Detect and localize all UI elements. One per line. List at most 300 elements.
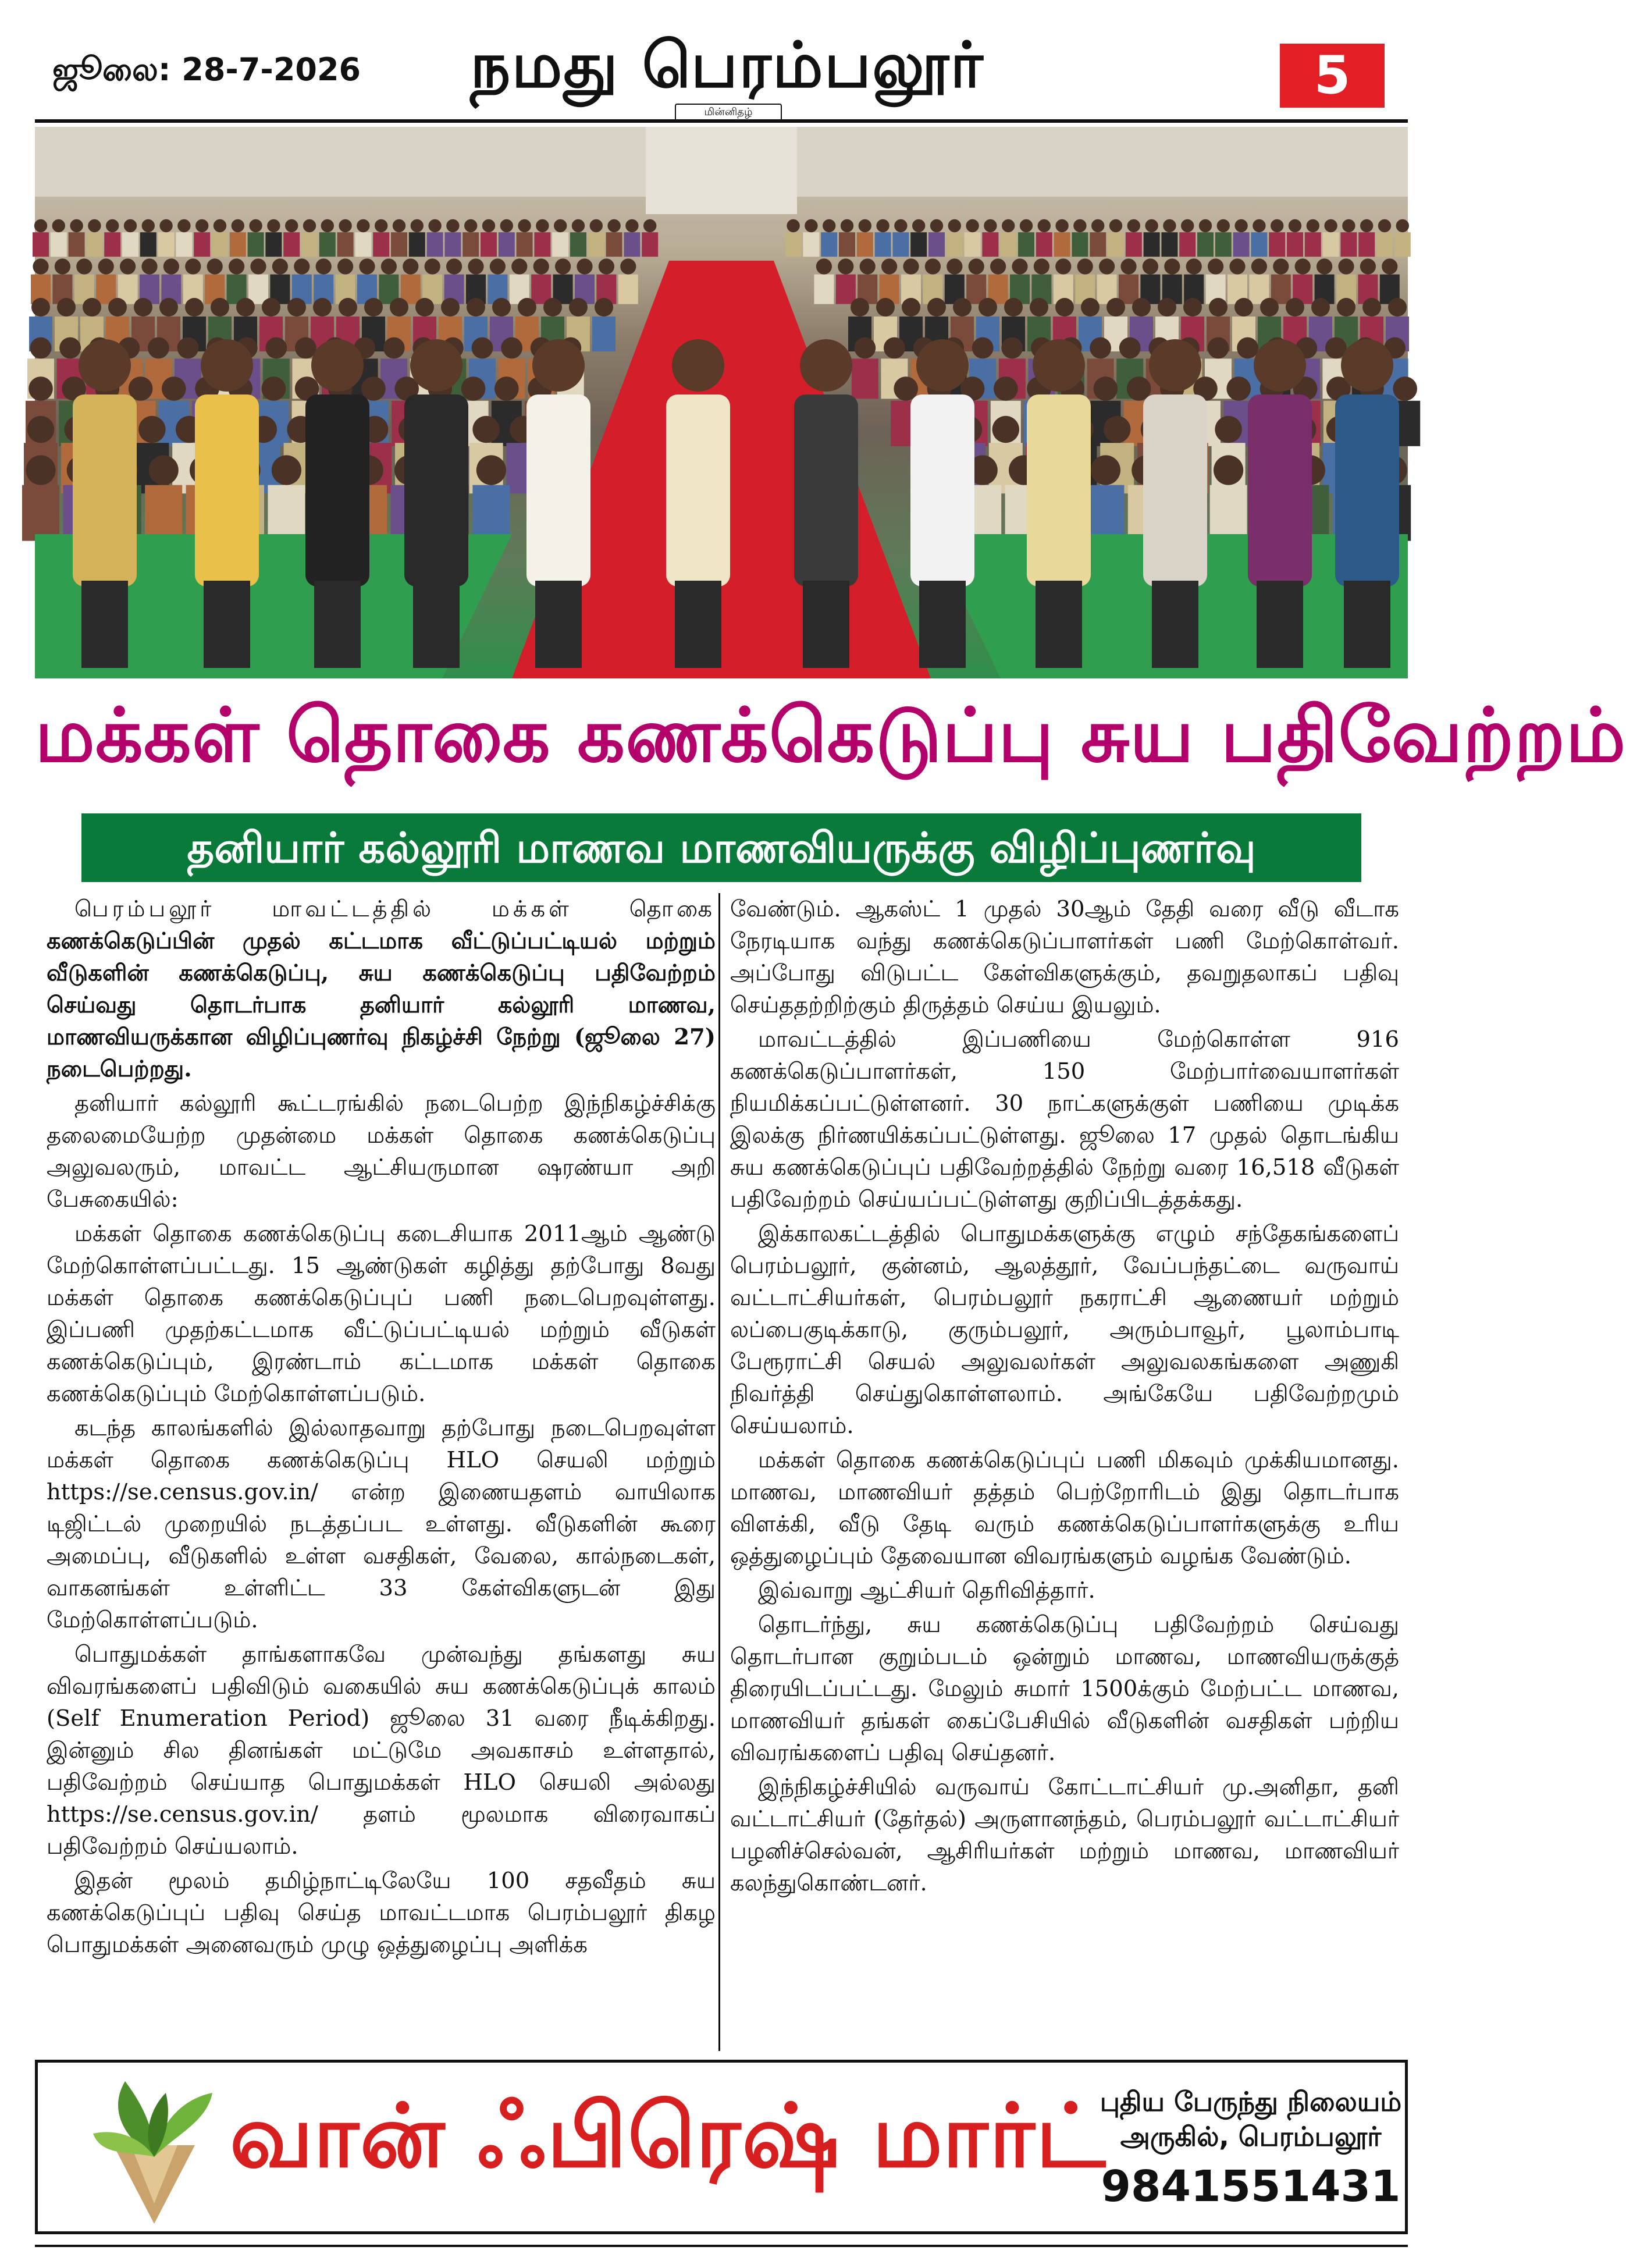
crowd-figure-head bbox=[1260, 298, 1279, 317]
crowd-figure-body bbox=[857, 232, 873, 257]
crowd-figure-head bbox=[1289, 219, 1301, 232]
crowd-figure-head bbox=[138, 416, 165, 443]
crowd-figure-body bbox=[1215, 232, 1232, 257]
crowd-figure-body bbox=[158, 232, 175, 257]
crowd-figure-body bbox=[839, 232, 855, 257]
article-paragraph: பொதுமக்கள் தாங்களாகவே முன்வந்து தங்களது சுய விவரங்களைப் பதிவிடும் வகையில் சுய கணக்கெடுப்புக் காலம் (Self Enumeration Period) ஜூலை 31 வரை நீடிக்கிறது. இன்னும் சில தினங்கள் மட்டுமே அவகாசம் உள்ளதால், பதிவேற்றம் செய்யாத பொதுமக்கள் HLO செயலி அல்லது https://se.census.gov.in/ தளம் மூலமாக விரைவாகப் பதிவேற்றம் செய்யலாம். bbox=[47, 1641, 716, 1860]
crowd-figure-head bbox=[1217, 219, 1230, 232]
article-paragraph: வேண்டும். ஆகஸ்ட் 1 முதல் 30ஆம் தேதி வரை வீடு வீடாக நேரடியாக வந்து கணக்கெடுப்பாளர்கள் பணி மேற்கொள்வர். அப்போது விடுபட்ட கேள்விகளுக்கும், தவறுதலாகப் பதிவு செய்ததற்றிற்கும் திருத்தம் செய்ய இயலும். bbox=[730, 896, 1399, 1018]
store-phone: 9841551431 bbox=[1101, 2162, 1401, 2212]
crowd-figure-head bbox=[124, 219, 137, 232]
crowd-figure-head bbox=[1120, 258, 1136, 274]
attendee-figure-legs bbox=[803, 581, 849, 668]
crowd-figure-head bbox=[1186, 258, 1202, 274]
attendee-figure-head bbox=[1254, 339, 1306, 392]
article-paragraph: மாவட்டத்தில் இப்பணியை மேற்கொள்ள 916 கணக்கெடுப்பாளர்கள், 150 மேற்பார்வையாளர்கள் நியமிக்கப்பட்டுள்ளனர். 30 நாட்களுக்குள் பணியை முடிக்க இலக்கு நிர்ணயிக்கப்பட்டுள்ளது. ஜூலை 17 முதல் தொடங்கிய சுய கணக்கெடுப்புப் பதிவேற்றத்தில் நேற்று வரை 16,518 வீடுகள் பதிவேற்றம் செய்யப்பட்டுள்ளது குறிப்பிடத்தக்கது. bbox=[730, 1026, 1399, 1213]
crowd-figure-head bbox=[1229, 258, 1245, 274]
crowd-figure-head bbox=[267, 219, 280, 232]
article-column-left bbox=[47, 893, 716, 1963]
crowd-figure-body bbox=[1072, 232, 1088, 257]
crowd-figure-body bbox=[592, 317, 615, 351]
crowd-figure-head bbox=[1091, 455, 1120, 485]
crowd-figure-head bbox=[969, 258, 984, 274]
crowd-figure-head bbox=[881, 258, 897, 274]
attendee-figure-head bbox=[79, 339, 131, 392]
group-photo-icon bbox=[35, 127, 1408, 678]
crowd-figure-body bbox=[1054, 232, 1070, 257]
crowd-figure-head bbox=[816, 258, 832, 274]
crowd-figure-head bbox=[337, 258, 353, 274]
crowd-figure-head bbox=[1378, 219, 1391, 232]
crowd-figure-head bbox=[149, 455, 179, 485]
crowd-figure-head bbox=[159, 298, 178, 317]
crowd-figure-head bbox=[1038, 219, 1051, 232]
crowd-figure-head bbox=[411, 219, 424, 232]
crowd-figure-body bbox=[444, 232, 461, 257]
crowd-figure-body bbox=[33, 232, 49, 257]
crowd-figure-head bbox=[265, 337, 287, 359]
crowd-figure-head bbox=[1209, 298, 1227, 317]
crowd-figure-head bbox=[577, 258, 592, 274]
store-location-line2: அருகில், பெரம்பலூர் bbox=[1120, 2121, 1382, 2152]
crowd-figure-head bbox=[1055, 219, 1068, 232]
crowd-figure-body bbox=[268, 485, 305, 541]
crowd-figure-body bbox=[982, 232, 998, 257]
crowd-figure-body bbox=[1119, 275, 1138, 304]
crowd-figure-head bbox=[272, 455, 301, 485]
crowd-figure-head bbox=[1164, 258, 1180, 274]
crowd-figure-head bbox=[1342, 219, 1355, 232]
crowd-figure-head bbox=[1104, 416, 1130, 443]
crowd-figure-body bbox=[283, 232, 300, 257]
crowd-figure-head bbox=[461, 376, 486, 401]
crowd-figure-body bbox=[409, 232, 425, 257]
crowd-figure-body bbox=[852, 358, 878, 399]
crowd-figure-head bbox=[1253, 219, 1265, 232]
crowd-figure-body bbox=[373, 232, 389, 257]
crowd-figure-body bbox=[1358, 232, 1375, 257]
attendee-figure-head bbox=[410, 339, 462, 392]
crowd-figure-head bbox=[98, 258, 114, 274]
crowd-figure-head bbox=[518, 298, 536, 317]
crowd-figure-head bbox=[1273, 258, 1289, 274]
crowd-figure-head bbox=[1034, 258, 1049, 274]
crowd-figure-head bbox=[1055, 258, 1071, 274]
crowd-figure-head bbox=[1295, 258, 1311, 274]
crowd-figure-body bbox=[618, 275, 638, 304]
crowd-figure-head bbox=[1307, 219, 1319, 232]
crowd-figure-head bbox=[359, 258, 375, 274]
article-paragraph bbox=[47, 893, 716, 1085]
crowd-figure-body bbox=[1323, 232, 1339, 257]
attendee-figure-head bbox=[800, 339, 852, 392]
crowd-figure-head bbox=[533, 258, 549, 274]
crowd-figure-head bbox=[464, 219, 477, 232]
crowd-figure-head bbox=[294, 258, 309, 274]
attendee-figure-legs bbox=[413, 581, 460, 668]
article-paragraph: இக்காலகட்டத்தில் பொதுமக்களுக்கு எழும் சந்தேகங்களைப் பெரம்பலூர், குன்னம், ஆலத்தூர், வேப்பந்தட்டை வருவாய் வட்டாட்சியர்கள், பெரம்பலூர் நகராட்சி ஆணையர் மற்றும் லப்பைகுடிக்காடு, குரும்பலூர், அரும்பாவூர், பூலாம்பாடி பேரூராட்சி செயல் அலுவலர்கள் அலுவலகங்களை அணுகி நிவர்த்தி செய்துகொள்ளலாம். அங்கேயே பதிவேற்றமும் செய்யலாம். bbox=[730, 1221, 1399, 1439]
crowd-figure-head bbox=[1286, 298, 1304, 317]
masthead bbox=[0, 0, 1443, 116]
attendee-figure-body bbox=[1027, 394, 1091, 586]
attendee-figure-body bbox=[794, 394, 858, 586]
crowd-figure-head bbox=[841, 219, 853, 232]
attendee-figure-body bbox=[526, 394, 590, 586]
crowd-figure-head bbox=[185, 298, 204, 317]
crowd-figure-head bbox=[554, 219, 567, 232]
crowd-figure-body bbox=[928, 232, 945, 257]
attendee-figure-body bbox=[195, 394, 259, 586]
crowd-figure-body bbox=[176, 232, 192, 257]
crowd-figure-body bbox=[1376, 232, 1393, 257]
issue-date: ஜூலை: 28-7-2026 bbox=[52, 51, 361, 88]
crowd-figure-head bbox=[1214, 455, 1243, 485]
article-paragraph: கடந்த காலங்களில் இல்லாதவாறு தற்போது நடைபெறவுள்ள மக்கள் தொகை கணக்கெடுப்பு HLO செயலி மற்றும் https://se.census.gov.in/ என்ற இணையதளம் வாயிலாக டிஜிட்டல் முறையில் நடத்தப்பட உள்ளது. வீடுகளின் கூரை அமைப்பு, வீடுகளில் உள்ள வசதிகள், வேலை, கால்நடைகள், வாகனங்கள் உள்ளிட்ட 33 கேள்விகளுடன் இது மேற்கொள்ளப்படும். bbox=[47, 1415, 716, 1633]
crowd-figure-head bbox=[27, 416, 54, 443]
crowd-figure-head bbox=[876, 219, 889, 232]
crowd-figure-body bbox=[1269, 232, 1285, 257]
crowd-figure-body bbox=[1036, 232, 1052, 257]
crowd-figure-body bbox=[910, 232, 927, 257]
crowd-figure-head bbox=[1106, 298, 1125, 317]
crowd-figure-head bbox=[229, 258, 244, 274]
crowd-figure-body bbox=[803, 232, 819, 257]
crowd-figure-head bbox=[569, 298, 588, 317]
crowd-figure-head bbox=[211, 298, 229, 317]
crowd-figure-head bbox=[375, 219, 387, 232]
column-divider bbox=[718, 893, 720, 2051]
crowd-figure-body bbox=[785, 232, 802, 257]
crowd-figure-head bbox=[590, 219, 603, 232]
crowd-figure-head bbox=[31, 298, 50, 317]
crowd-figure-head bbox=[1001, 337, 1023, 359]
crowd-figure-head bbox=[59, 337, 81, 359]
crowd-figure-head bbox=[1094, 376, 1118, 401]
crowd-figure-head bbox=[838, 258, 853, 274]
crowd-figure-body bbox=[122, 232, 138, 257]
crowd-figure-head bbox=[992, 416, 1019, 443]
crowd-figure-head bbox=[1109, 219, 1122, 232]
crowd-figure-head bbox=[599, 258, 614, 274]
crowd-figure-body bbox=[355, 232, 371, 257]
crowd-figure-head bbox=[250, 258, 266, 274]
crowd-figure-body bbox=[552, 232, 568, 257]
newspaper-title: நமது பெரம்பலூர் bbox=[470, 29, 984, 102]
crowd-figure-body bbox=[51, 232, 67, 257]
crowd-figure-body bbox=[1161, 232, 1177, 257]
crowd-figure-head bbox=[1127, 219, 1140, 232]
crowd-figure-body bbox=[1018, 232, 1034, 257]
crowd-figure-head bbox=[1030, 298, 1048, 317]
leaf-sprout-logo-icon bbox=[90, 2070, 218, 2227]
crowd-figure-head bbox=[482, 219, 495, 232]
crowd-figure-body bbox=[534, 232, 550, 257]
crowd-figure-head bbox=[76, 258, 92, 274]
crowd-figure-head bbox=[1362, 298, 1381, 317]
crowd-figure-body bbox=[1233, 232, 1250, 257]
crowd-figure-head bbox=[1183, 298, 1202, 317]
crowd-figure-head bbox=[159, 219, 172, 232]
crowd-figure-head bbox=[29, 376, 53, 401]
crowd-figure-body bbox=[499, 232, 515, 257]
crowd-figure-head bbox=[207, 258, 223, 274]
crowd-figure-head bbox=[390, 298, 408, 317]
crowd-figure-body bbox=[230, 232, 246, 257]
crowd-figure-head bbox=[446, 258, 462, 274]
article-paragraph: இதன் மூலம் தமிழ்நாட்டிலேயே 100 சதவீதம் சுய கணக்கெடுப்புப் பதிவு செய்த மாவட்டமாக பெரம்பலூர் திகழ பொதுமக்கள் அனைவரும் முழு ஒத்துழைப்பு அளிக்க bbox=[47, 1868, 716, 1958]
crowd-figure-head bbox=[468, 258, 483, 274]
attendee-figure-body bbox=[1248, 394, 1312, 586]
attendee-figure-legs bbox=[919, 581, 966, 668]
crowd-figure-head bbox=[851, 298, 869, 317]
crowd-figure-head bbox=[536, 219, 549, 232]
crowd-figure-head bbox=[859, 219, 871, 232]
crowd-figure-head bbox=[249, 219, 262, 232]
attendee-figure-head bbox=[201, 339, 253, 392]
crowd-figure-head bbox=[321, 219, 334, 232]
attendee-figure-head bbox=[532, 339, 585, 392]
crowd-figure-head bbox=[163, 258, 179, 274]
crowd-figure-head bbox=[1081, 298, 1100, 317]
crowd-figure-head bbox=[1181, 219, 1194, 232]
article-lead-text: கணக்கெடுப்பின் முதல் கட்டமாக வீட்டுப்பட்டியல் மற்றும் வீடுகளின் கணக்கெடுப்பு, சுய கணக்கெடுப்பு பதிவேற்றம் செய்வது தொடர்பாக தனியார் கல்லூரி மாணவ, மாணவியருக்கான விழிப்புணர்வு நிகழ்ச்சி நேற்று (ஜூலை 27) நடைபெற்றது. bbox=[47, 928, 716, 1082]
store-location-line1: புதிய பேருந்து நிலையம் bbox=[1100, 2086, 1402, 2117]
crowd-figure-head bbox=[339, 298, 357, 317]
crowd-figure-body bbox=[140, 232, 156, 257]
crowd-figure-head bbox=[948, 219, 961, 232]
crowd-figure-head bbox=[894, 219, 907, 232]
crowd-figure-head bbox=[1158, 298, 1176, 317]
crowd-figure-head bbox=[1143, 258, 1158, 274]
crowd-figure-head bbox=[34, 219, 47, 232]
crowd-figure-body bbox=[69, 232, 85, 257]
crowd-figure-body bbox=[624, 232, 640, 257]
crowd-figure-head bbox=[70, 219, 83, 232]
crowd-figure-body bbox=[892, 232, 909, 257]
crowd-figure-head bbox=[1317, 258, 1332, 274]
crowd-figure-body bbox=[965, 232, 981, 257]
crowd-figure-body bbox=[875, 232, 891, 257]
advertisement bbox=[35, 2060, 1408, 2234]
crowd-figure-head bbox=[357, 219, 369, 232]
crowd-figure-head bbox=[108, 298, 127, 317]
attendee-figure-legs bbox=[535, 581, 582, 668]
crowd-figure-head bbox=[52, 219, 65, 232]
attendee-figure-head bbox=[1033, 339, 1085, 392]
crowd-figure-head bbox=[884, 337, 905, 359]
crowd-figure-head bbox=[1226, 376, 1251, 401]
article-column-right bbox=[730, 893, 1399, 1901]
crowd-figure-body bbox=[472, 485, 510, 541]
crowd-figure-head bbox=[476, 455, 506, 485]
crowd-figure-body bbox=[104, 232, 120, 257]
crowd-figure-body bbox=[1087, 485, 1124, 541]
crowd-figure-head bbox=[30, 337, 52, 359]
attendee-figure-legs bbox=[1257, 581, 1303, 668]
crowd-figure-body bbox=[248, 232, 264, 257]
crowd-figure-head bbox=[1132, 298, 1151, 317]
crowd-figure-body bbox=[1210, 485, 1247, 541]
attendee-figure-legs bbox=[1036, 581, 1082, 668]
crowd-figure-head bbox=[425, 258, 440, 274]
crowd-figure-head bbox=[177, 337, 199, 359]
crowd-figure-head bbox=[607, 219, 620, 232]
attendee-figure-legs bbox=[675, 581, 721, 668]
attendee-figure-body bbox=[1143, 394, 1207, 586]
crowd-figure-head bbox=[262, 376, 286, 401]
crowd-figure-head bbox=[1208, 258, 1223, 274]
crowd-figure-head bbox=[393, 219, 405, 232]
article-body bbox=[35, 893, 1408, 2051]
attendee-figure-head bbox=[1341, 339, 1393, 392]
article-lead-words: பெரம்பலூர் மாவட்டத்தில் மக்கள் தொகை bbox=[74, 896, 716, 922]
attendee-figure-body bbox=[73, 394, 137, 586]
crowd-figure-body bbox=[642, 232, 658, 257]
crowd-figure-head bbox=[339, 219, 351, 232]
article-paragraph: தனியார் கல்லூரி கூட்டரங்கில் நடைபெற்ற இந்நிகழ்ச்சிக்கு தலைமையேற்ற முதன்மை மக்கள் தொகை கணக்கெடுப்பு அலுவலரும், மாவட்ட ஆட்சியருமான ஷரண்யா அறி பேசுகையில்: bbox=[47, 1090, 716, 1213]
attendee-figure-legs bbox=[1344, 581, 1390, 668]
crowd-figure-head bbox=[1145, 219, 1158, 232]
crowd-figure-head bbox=[134, 298, 152, 317]
crowd-figure-head bbox=[141, 258, 157, 274]
crowd-figure-head bbox=[595, 298, 613, 317]
crowd-figure-head bbox=[142, 219, 155, 232]
attendee-figure-head bbox=[1149, 339, 1201, 392]
crowd-figure-head bbox=[805, 219, 817, 232]
crowd-figure-head bbox=[555, 258, 571, 274]
crowd-figure-head bbox=[1055, 298, 1074, 317]
crowd-figure-head bbox=[543, 298, 562, 317]
crowd-figure-body bbox=[481, 232, 497, 257]
crowd-figure-head bbox=[1119, 337, 1141, 359]
crowd-figure-head bbox=[1234, 219, 1247, 232]
crowd-figure-head bbox=[106, 219, 119, 232]
attendee-figure-legs bbox=[1152, 581, 1198, 668]
crowd-figure-head bbox=[1388, 298, 1407, 317]
attendee-figure-body bbox=[305, 394, 369, 586]
crowd-figure-head bbox=[1234, 298, 1253, 317]
crowd-figure-head bbox=[1337, 298, 1355, 317]
crowd-figure-head bbox=[262, 298, 280, 317]
crowd-figure-head bbox=[572, 219, 585, 232]
crowd-figure-head bbox=[428, 219, 441, 232]
crowd-figure-head bbox=[501, 337, 522, 359]
crowd-figure-head bbox=[1393, 376, 1417, 401]
crowd-figure-head bbox=[120, 258, 136, 274]
crowd-figure-body bbox=[1287, 232, 1303, 257]
crowd-figure-head bbox=[1012, 258, 1027, 274]
crowd-figure-body bbox=[1340, 232, 1357, 257]
crowd-figure-head bbox=[1360, 258, 1376, 274]
crowd-figure-head bbox=[57, 298, 76, 317]
crowd-figure-head bbox=[383, 337, 405, 359]
crowd-figure-body bbox=[836, 275, 856, 304]
crowd-figure-body bbox=[1305, 232, 1321, 257]
crowd-figure-head bbox=[285, 219, 298, 232]
crowd-figure-body bbox=[194, 232, 210, 257]
attendee-figure-head bbox=[916, 339, 969, 392]
crowd-figure-body bbox=[1126, 232, 1142, 257]
crowd-figure-head bbox=[1311, 298, 1330, 317]
crowd-figure-head bbox=[287, 298, 306, 317]
crowd-figure-head bbox=[511, 258, 527, 274]
crowd-figure-head bbox=[787, 219, 799, 232]
crowd-figure-head bbox=[55, 258, 70, 274]
edition-tag: மின்னிதழ் bbox=[675, 104, 782, 121]
store-name: வான் ஃபிரெஷ் மார்ட் bbox=[230, 2086, 1107, 2187]
crowd-figure-head bbox=[500, 219, 513, 232]
crowd-figure-head bbox=[467, 298, 485, 317]
article-paragraph: இவ்வாறு ஆட்சியர் தெரிவித்தார். bbox=[758, 1577, 1095, 1604]
crowd-figure-head bbox=[966, 219, 979, 232]
crowd-figure-head bbox=[1163, 219, 1176, 232]
attendee-figure-legs bbox=[314, 581, 361, 668]
crowd-figure-head bbox=[1099, 258, 1115, 274]
crowd-figure-head bbox=[979, 298, 997, 317]
crowd-figure-head bbox=[1020, 219, 1033, 232]
crowd-figure-head bbox=[1199, 219, 1212, 232]
article-paragraph: இந்நிகழ்ச்சியில் வருவாய் கோட்டாட்சியர் மு.அனிதா, தனி வட்டாட்சியர் (தேர்தல்) அருளானந்தம், பெரம்பலூர் வட்டாட்சியர் பழனிச்செல்வன், ஆசிரியர்கள் மற்றும் மாணவ, மாணவியர் கலந்துகொண்டனர். bbox=[730, 1774, 1399, 1896]
crowd-figure-head bbox=[625, 219, 638, 232]
crowd-figure-head bbox=[930, 219, 943, 232]
crowd-figure-head bbox=[1324, 219, 1337, 232]
crowd-figure-head bbox=[620, 258, 636, 274]
crowd-figure-body bbox=[265, 232, 282, 257]
crowd-figure-body bbox=[427, 232, 443, 257]
crowd-figure-head bbox=[1396, 219, 1409, 232]
crowd-figure-head bbox=[415, 298, 434, 317]
crowd-figure-body bbox=[145, 485, 182, 541]
crowd-figure-head bbox=[441, 298, 460, 317]
crowd-figure-body bbox=[1144, 232, 1160, 257]
crowd-figure-head bbox=[83, 298, 101, 317]
crowd-figure-body bbox=[462, 232, 479, 257]
attendee-figure-body bbox=[666, 394, 730, 586]
crowd-figure-head bbox=[316, 258, 332, 274]
crowd-figure-body bbox=[588, 232, 604, 257]
crowd-figure-head bbox=[381, 258, 397, 274]
crowd-figure-head bbox=[232, 219, 244, 232]
crowd-figure-head bbox=[214, 219, 226, 232]
crowd-figure-body bbox=[947, 232, 963, 257]
crowd-figure-head bbox=[1237, 337, 1258, 359]
crowd-figure-head bbox=[1338, 258, 1354, 274]
crowd-figure-head bbox=[1382, 258, 1397, 274]
crowd-figure-head bbox=[953, 298, 972, 317]
crowd-figure-head bbox=[195, 219, 208, 232]
crowd-figure-head bbox=[1208, 337, 1229, 359]
crowd-figure-head bbox=[912, 219, 925, 232]
crowd-figure-head bbox=[984, 219, 997, 232]
top-rule bbox=[35, 119, 1408, 123]
crowd-figure-head bbox=[272, 258, 288, 274]
crowd-figure-body bbox=[248, 275, 268, 304]
attendee-figure-body bbox=[910, 394, 974, 586]
crowd-figure-body bbox=[517, 232, 533, 257]
attendee-figure-head bbox=[311, 339, 364, 392]
subheadline: தனியார் கல்லூரி மாணவ மாணவியருக்கு விழிப்புணர்வு bbox=[81, 813, 1361, 882]
crowd-figure-head bbox=[947, 258, 962, 274]
crowd-figure-head bbox=[148, 337, 169, 359]
crowd-figure-head bbox=[295, 337, 316, 359]
attendee-figure-head bbox=[672, 339, 724, 392]
crowd-figure-body bbox=[86, 232, 102, 257]
crowd-figure-head bbox=[26, 455, 55, 485]
crowd-figure-body bbox=[1090, 232, 1106, 257]
crowd-figure-head bbox=[990, 258, 1006, 274]
crowd-figure-body bbox=[1394, 232, 1411, 257]
crowd-figure-head bbox=[364, 298, 383, 317]
